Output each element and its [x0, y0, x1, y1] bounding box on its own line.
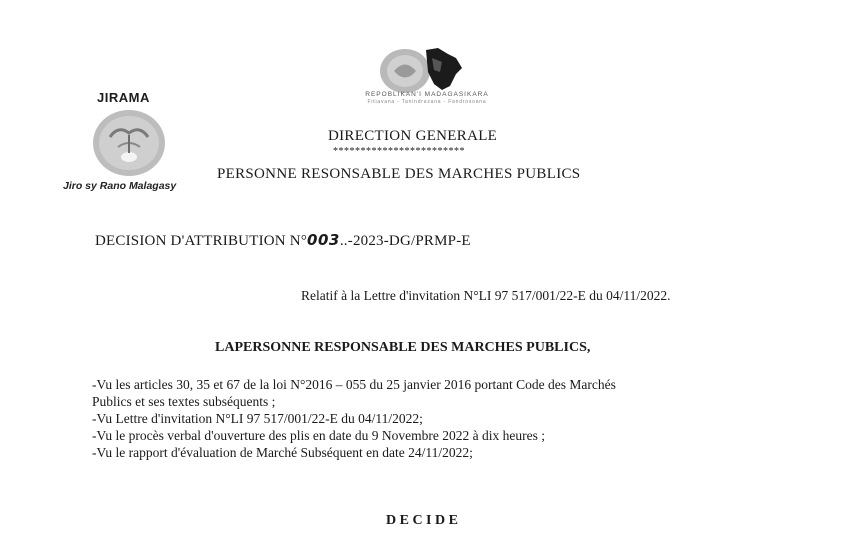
decision-title [95, 231, 471, 250]
decision-number: 003 [307, 231, 340, 249]
decision-suffix: ..-2023-DG/PRMP-E [339, 233, 471, 249]
org-name: JIRAMA [97, 90, 150, 105]
direction-title: DIRECTION GENERALE [328, 128, 498, 144]
org-tagline: Jiro sy Rano Malagasy [63, 180, 177, 192]
separator-stars: ************************ [333, 146, 465, 157]
considerant-line: Publics et ses textes subséquents ; [92, 394, 276, 409]
jirama-logo [88, 107, 170, 179]
authority-title: LAPERSONNE RESPONSABLE DES MARCHES PUBLICS, [215, 340, 591, 355]
considerant-line: -Vu le rapport d'évaluation de Marché Subséquent en date 24/11/2022; [92, 445, 473, 460]
considerant-line: -Vu les articles 30, 35 et 67 de la loi N°2016 – 055 du 25 janvier 2016 portant Code des Marchés [92, 377, 616, 392]
republic-motto: Fitiavana - Tanindrazana - Fandrosoana [367, 99, 487, 105]
considerant-line: -Vu le procès verbal d'ouverture des plis en date du 9 Novembre 2022 à dix heures ; [92, 428, 545, 443]
considerant-line: -Vu Lettre d'invitation N°LI 97 517/001/22-E du 04/11/2022; [92, 411, 423, 426]
department-title: PERSONNE RESONSABLE DES MARCHES PUBLICS [217, 166, 581, 182]
reference-line: Relatif à la Lettre d'invitation N°LI 97 517/001/22-E du 04/11/2022. [301, 288, 671, 303]
decide-heading: DECIDE [386, 513, 462, 528]
decision-prefix: DECISION D'ATTRIBUTION N° [95, 233, 308, 249]
republic-name: REPOBLIKAN'I MADAGASIKARA [365, 91, 489, 98]
considerants-list [92, 377, 772, 460]
